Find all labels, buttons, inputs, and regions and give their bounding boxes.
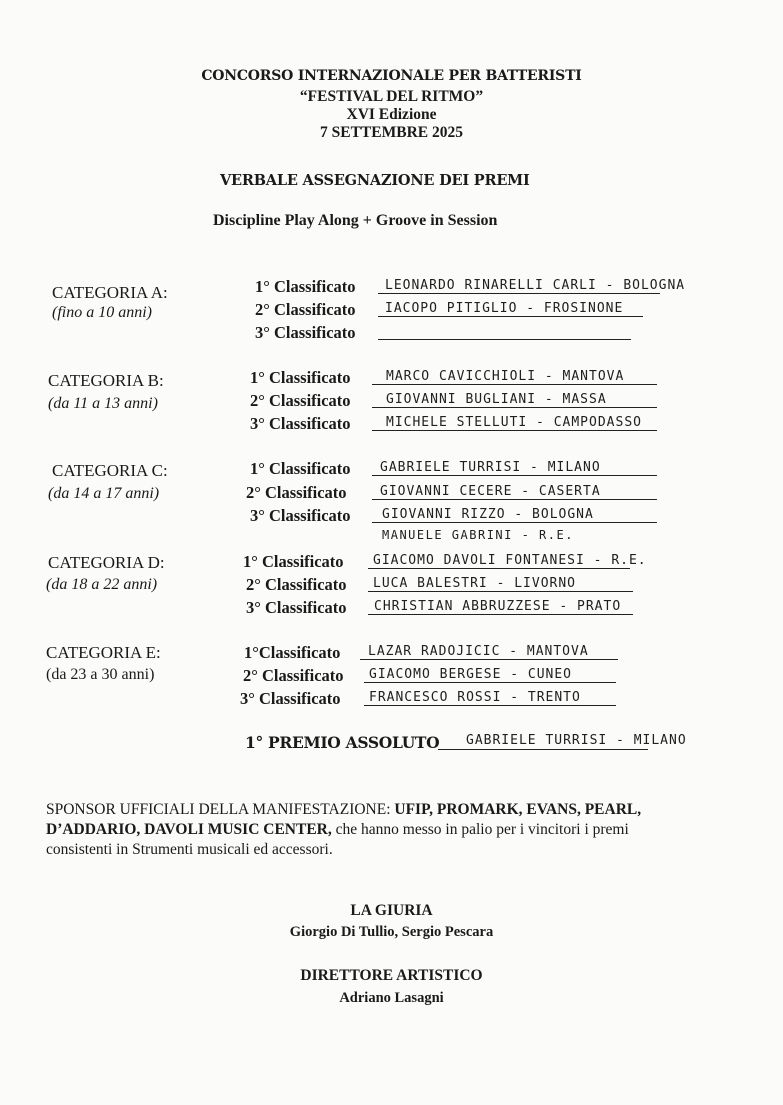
sponsor-text: consistenti in Strumenti musicali ed accessori. <box>46 841 333 858</box>
event-date: 7 SETTEMBRE 2025 <box>320 124 463 141</box>
absolute-winner: GABRIELE TURRISI - MILANO <box>466 733 687 748</box>
sponsor-intro: SPONSOR UFFICIALI DELLA MANIFESTAZIONE: <box>46 801 395 818</box>
place-label: 3° Classificato <box>240 689 341 708</box>
category-age: (da 11 a 13 anni) <box>48 395 158 412</box>
place-label: 2° Classificato <box>243 666 344 685</box>
edition: XVI Edizione <box>346 106 437 123</box>
director-title: DIRETTORE ARTISTICO <box>300 967 483 984</box>
place-label: 2° Classificato <box>246 483 347 502</box>
winner-name: IACOPO PITIGLIO - FROSINONE <box>385 301 624 316</box>
place-label: 2° Classificato <box>246 575 347 594</box>
category-age: (fino a 10 anni) <box>52 304 152 321</box>
place-label: 1° Classificato <box>250 459 351 478</box>
category-age: (da 14 a 17 anni) <box>48 485 160 502</box>
winner-name: GIOVANNI RIZZO - BOLOGNA <box>382 507 594 522</box>
category-age: (da 18 a 22 anni) <box>46 576 158 593</box>
place-label: 1° Classificato <box>255 277 356 296</box>
festival-name: “FESTIVAL DEL RITMO” <box>299 88 484 105</box>
place-label: 3° Classificato <box>250 414 351 433</box>
underline <box>378 339 631 340</box>
winner-name: LAZAR RADOJICIC - MANTOVA <box>368 644 589 659</box>
place-label: 1°Classificato <box>244 643 341 662</box>
category-name: CATEGORIA C: <box>52 461 168 480</box>
sponsor-text: che hanno messo in palio per i vincitori i premi <box>331 821 629 838</box>
winner-name: GIOVANNI CECERE - CASERTA <box>380 484 601 499</box>
winner-name: MARCO CAVICCHIOLI - MANTOVA <box>386 369 625 384</box>
disciplines: Discipline Play Along + Groove in Session <box>213 212 498 229</box>
additional-winner: MANUELE GABRINI - R.E. <box>382 528 574 542</box>
place-label: 2° Classificato <box>250 391 351 410</box>
verbale-title: VERBALE ASSEGNAZIONE DEI PREMI <box>220 172 530 189</box>
winner-name: CHRISTIAN ABBRUZZESE - PRATO <box>374 599 622 614</box>
sponsor-brands: D’ADDARIO, DAVOLI MUSIC CENTER, <box>46 821 332 838</box>
jury-names: Giorgio Di Tullio, Sergio Pescara <box>289 924 494 940</box>
place-label: 3° Classificato <box>250 506 351 525</box>
place-label: 2° Classificato <box>255 300 356 319</box>
sponsor-paragraph <box>46 800 746 860</box>
winner-name: LUCA BALESTRI - LIVORNO <box>373 576 577 591</box>
category-name: CATEGORIA A: <box>52 283 168 302</box>
director-name: Adriano Lasagni <box>339 990 444 1006</box>
winner-name: GABRIELE TURRISI - MILANO <box>380 460 601 475</box>
contest-title: CONCORSO INTERNAZIONALE PER BATTERISTI <box>201 68 582 84</box>
category-name: CATEGORIA E: <box>46 643 161 662</box>
winner-name: GIACOMO BERGESE - CUNEO <box>369 667 573 682</box>
winner-name: GIACOMO DAVOLI FONTANESI - R.E. <box>373 553 647 568</box>
absolute-prize-label: 1° PREMIO ASSOLUTO <box>245 733 440 752</box>
winner-name: FRANCESCO ROSSI - TRENTO <box>369 690 581 705</box>
underline <box>438 749 648 750</box>
place-label: 1° Classificato <box>243 552 344 571</box>
category-name: CATEGORIA D: <box>48 553 165 572</box>
category-name: CATEGORIA B: <box>48 371 164 390</box>
winner-name: GIOVANNI BUGLIANI - MASSA <box>386 392 607 407</box>
place-label: 3° Classificato <box>255 323 356 342</box>
winner-name: LEONARDO RINARELLI CARLI - BOLOGNA <box>385 278 686 293</box>
category-age: (da 23 a 30 anni) <box>46 666 155 683</box>
jury-title: LA GIURIA <box>350 902 433 919</box>
place-label: 1° Classificato <box>250 368 351 387</box>
place-label: 3° Classificato <box>246 598 347 617</box>
winner-name: MICHELE STELLUTI - CAMPODASSO <box>386 415 642 430</box>
sponsor-brands: UFIP, PROMARK, EVANS, PEARL, <box>394 801 642 818</box>
